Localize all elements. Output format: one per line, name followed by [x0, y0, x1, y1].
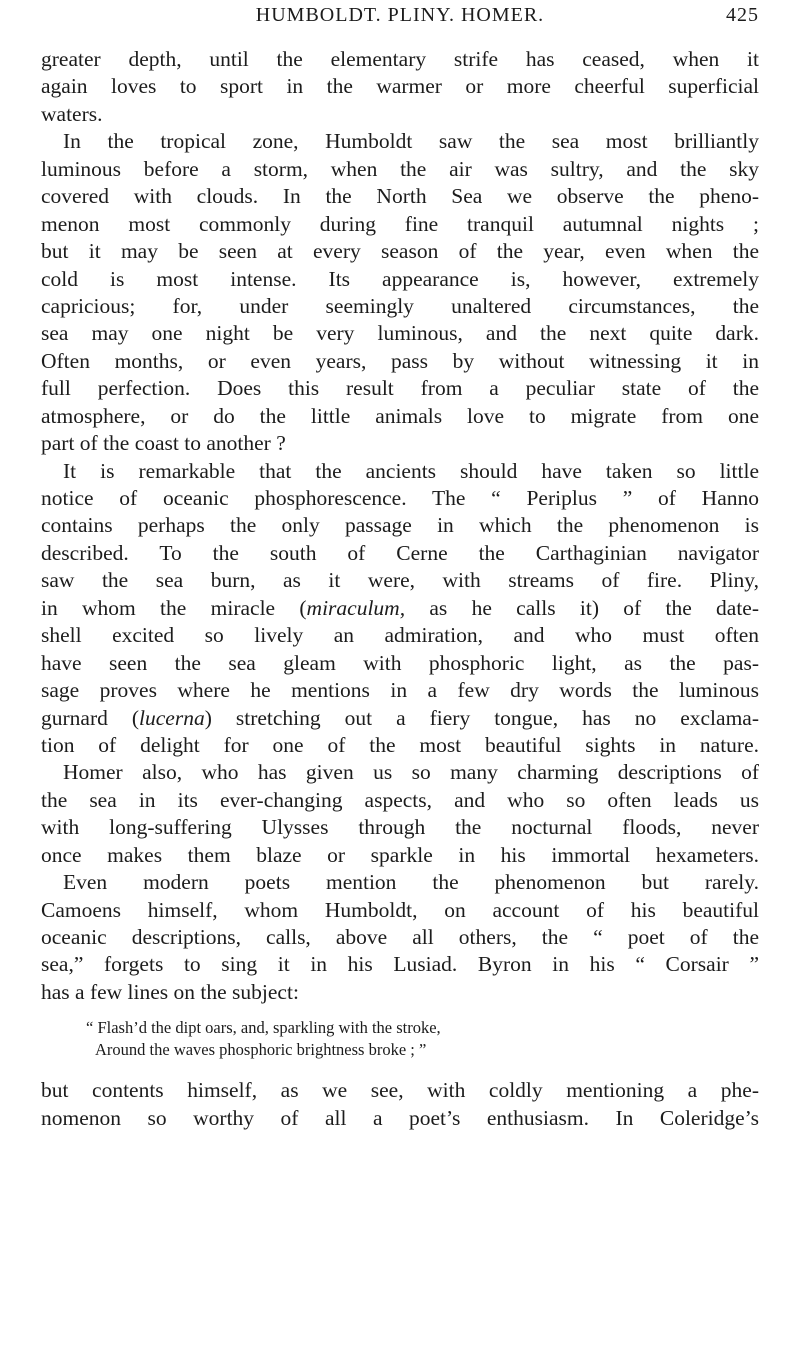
quote-line: Around the waves phosphoric brightness broke ; ”	[95, 1040, 427, 1060]
text-line: tion of delight for one of the most beautiful sights in nature.	[41, 732, 759, 757]
text-run: ) stretching out a fiery tongue, has no exclama-	[204, 705, 759, 730]
text-line: oceanic descriptions, calls, above all others, the “ poet of the	[41, 925, 759, 949]
text-line: has a few lines on the subject:	[41, 979, 299, 1004]
text-line: with long-suffering Ulysses through the nocturnal floods, never	[41, 815, 759, 840]
text-line: but contents himself, as we see, with coldly mentioning a phe-	[41, 1078, 759, 1103]
text-line: the sea in its ever-changing aspects, and who so often leads us	[41, 787, 759, 812]
text-line: contains perhaps the only passage in which the phenomenon is	[41, 513, 759, 538]
text-line: Camoens himself, whom Humboldt, on account of his beautiful	[41, 897, 759, 922]
text-line: capricious; for, under seemingly unaltered circumstances, the	[41, 293, 759, 318]
text-line: sage proves where he mentions in a few dry words the luminous	[41, 678, 759, 703]
text-line: sea,” forgets to sing it in his Lusiad. Byron in his “ Corsair ”	[41, 952, 759, 977]
running-title: HUMBOLDT. PLINY. HOMER.	[255, 4, 545, 26]
text-line	[41, 595, 759, 622]
text-line: waters.	[41, 101, 103, 126]
verse-quote	[41, 1017, 759, 1061]
text-line: full perfection. Does this result from a peculiar state of the	[41, 376, 759, 401]
text-run: as he calls it) of the date-	[405, 595, 759, 620]
text-line: Homer also, who has given us so many charming descriptions of	[63, 760, 759, 785]
text-line: nomenon so worthy of all a poet’s enthusiasm. In Coleridge’s	[41, 1105, 759, 1130]
text-line	[41, 705, 759, 732]
running-head	[0, 4, 800, 32]
text-line: but it may be seen at every season of the year, even when the	[41, 239, 759, 264]
text-line: have seen the sea gleam with phosphoric light, as the pas-	[41, 650, 759, 675]
text-line: saw the sea burn, as it were, with streams of fire. Pliny,	[41, 568, 759, 593]
italic-term: lucerna	[139, 705, 205, 730]
text-line: luminous before a storm, when the air was sultry, and the sky	[41, 156, 759, 181]
text-line: part of the coast to another ?	[41, 431, 286, 456]
text-run: gurnard (	[41, 705, 140, 730]
text-line: Even modern poets mention the phenomenon but rarely.	[63, 870, 759, 895]
text-line: It is remarkable that the ancients should have taken so little	[63, 458, 759, 483]
page-number: 425	[726, 4, 759, 26]
main-paragraphs	[41, 46, 759, 1006]
text-line: menon most commonly during fine tranquil autumnal nights ;	[41, 211, 759, 236]
text-line: atmosphere, or do the little animals love to migrate from one	[41, 403, 759, 428]
text-line: greater depth, until the elementary strife has ceased, when it	[41, 47, 759, 71]
text-line: described. To the south of Cerne the Carthaginian navigator	[41, 540, 759, 565]
text-run: in whom the miracle (	[41, 595, 307, 620]
text-line: Often months, or even years, pass by without witnessing it in	[41, 348, 759, 373]
text-line: again loves to sport in the warmer or more cheerful superficial	[41, 74, 759, 99]
text-line: shell excited so lively an admiration, and who must often	[41, 623, 759, 648]
text-line: covered with clouds. In the North Sea we observe the pheno-	[41, 184, 759, 209]
text-line: notice of oceanic phosphorescence. The “ Periplus ” of Hanno	[41, 486, 759, 510]
italic-term: miraculum,	[306, 595, 406, 620]
text-line: In the tropical zone, Humboldt saw the sea most brilliantly	[63, 129, 759, 154]
body-text	[41, 46, 759, 1132]
text-line: cold is most intense. Its appearance is, however, extremely	[41, 266, 759, 291]
text-line: once makes them blaze or sparkle in his immortal hexameters.	[41, 842, 759, 867]
text-line: sea may one night be very luminous, and the next quite dark.	[41, 321, 759, 346]
quote-line: “ Flash’d the dipt oars, and, sparkling with the stroke,	[86, 1018, 441, 1038]
closing-paragraph	[41, 1077, 759, 1132]
